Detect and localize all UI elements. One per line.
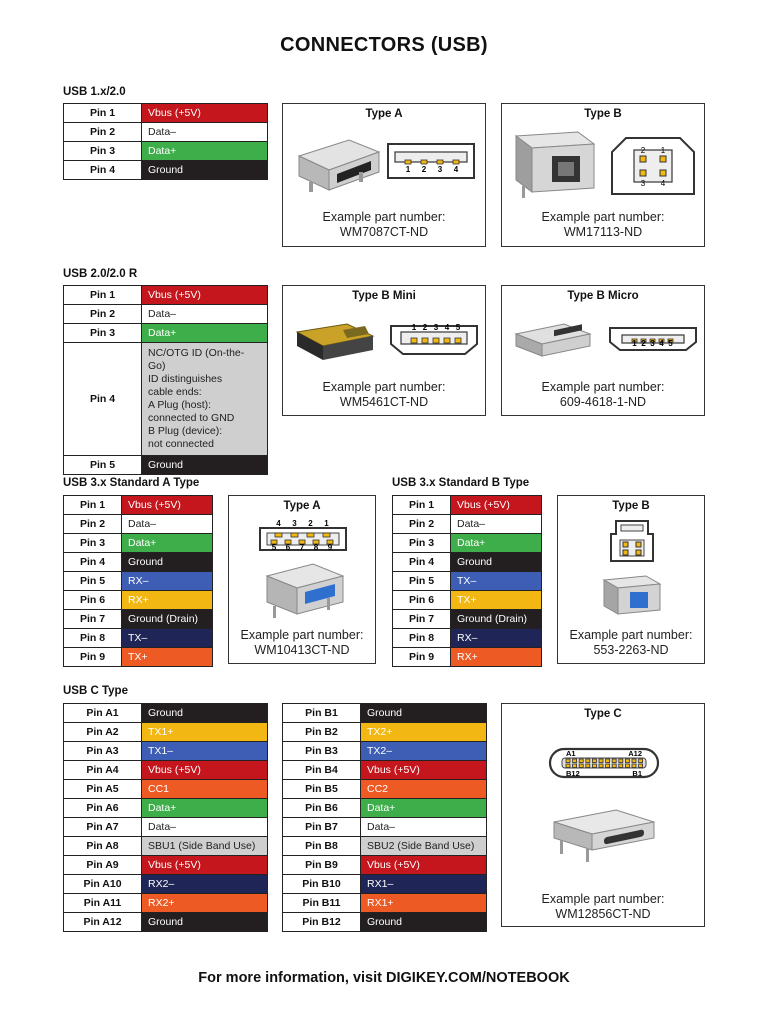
pin-label: 2 xyxy=(641,339,646,348)
pin-label: 1 xyxy=(324,519,329,528)
pin-pad xyxy=(625,764,629,768)
pin-table-usb3b xyxy=(392,495,542,667)
pin-pad xyxy=(632,764,636,768)
pin-number: Pin B3 xyxy=(283,742,361,761)
usb-type-b-pinout-diagram xyxy=(608,134,698,198)
example-label: Example part number: xyxy=(541,210,665,224)
pin-label-a12: A12 xyxy=(628,749,642,758)
pin-signal: Vbus (+5V) xyxy=(122,496,213,515)
pin-pad xyxy=(639,759,643,763)
pin-signal: Ground xyxy=(451,553,542,572)
pin-row xyxy=(64,648,213,667)
pin-signal: Ground xyxy=(142,161,268,180)
card-title: Type C xyxy=(584,708,622,720)
pin-row xyxy=(64,704,268,723)
pin-pad xyxy=(566,764,570,768)
pin-row xyxy=(64,343,268,456)
pin-pad xyxy=(433,338,439,343)
pin-signal: Ground (Drain) xyxy=(451,610,542,629)
pin-row xyxy=(64,723,268,742)
pin-label: 3 xyxy=(437,165,443,174)
pin-number: Pin A10 xyxy=(64,875,142,894)
pin-row xyxy=(283,837,487,856)
pin-label: 3 xyxy=(433,323,439,332)
pin-signal: Data+ xyxy=(142,142,268,161)
pin-number: Pin 8 xyxy=(393,629,451,648)
pin-row xyxy=(64,610,213,629)
pin-pad xyxy=(606,759,610,763)
pin-signal: RX1+ xyxy=(361,894,487,913)
pin-signal: Ground xyxy=(122,553,213,572)
pin-pad xyxy=(455,338,461,343)
pin-number: Pin 2 xyxy=(64,305,142,324)
pin-row xyxy=(64,324,268,343)
pin-number: Pin 9 xyxy=(393,648,451,667)
pin-number: Pin B12 xyxy=(283,913,361,932)
pin-pad xyxy=(323,533,330,537)
pin-signal: TX+ xyxy=(122,648,213,667)
pin-label: 5 xyxy=(455,323,461,332)
pin-signal: TX– xyxy=(122,629,213,648)
pin-label: 2 xyxy=(308,519,313,528)
card-type-b-mini xyxy=(282,285,486,416)
pin-row xyxy=(283,875,487,894)
pin-number: Pin 3 xyxy=(64,142,142,161)
pin-number: Pin B5 xyxy=(283,780,361,799)
card-title: Type A xyxy=(365,108,403,120)
pin-number: Pin 4 xyxy=(64,343,142,456)
usb-type-a-connector-photo xyxy=(289,126,385,202)
pin-pad xyxy=(405,160,411,164)
pin-row xyxy=(393,534,542,553)
pin-row xyxy=(64,496,213,515)
pin-number: Pin 4 xyxy=(393,553,451,572)
pin-number: Pin A5 xyxy=(64,780,142,799)
usb3-type-b-pinout-diagram xyxy=(608,518,656,564)
pin-label: 5 xyxy=(271,543,277,552)
pin-number: Pin 5 xyxy=(64,572,122,591)
pin-number: Pin A7 xyxy=(64,818,142,837)
pin-pad xyxy=(619,759,623,763)
pin-row xyxy=(64,161,268,180)
pin-row xyxy=(64,515,213,534)
part-number: WM7087CT-ND xyxy=(339,225,429,239)
pin-row xyxy=(64,591,213,610)
pin-number: Pin B4 xyxy=(283,761,361,780)
part-number: 609-4618-1-ND xyxy=(559,395,647,409)
example-label: Example part number: xyxy=(322,210,446,224)
pin-number: Pin 2 xyxy=(64,515,122,534)
pin-row xyxy=(64,456,268,475)
pin-signal: CC1 xyxy=(142,780,268,799)
pin-row xyxy=(64,553,213,572)
pin-row xyxy=(283,761,487,780)
pin-label: 4 xyxy=(453,165,459,174)
pin-row xyxy=(64,837,268,856)
pin-pad xyxy=(579,764,583,768)
pin-row xyxy=(64,780,268,799)
pin-number: Pin 7 xyxy=(64,610,122,629)
pin-signal: SBU2 (Side Band Use) xyxy=(361,837,487,856)
pin-pad xyxy=(275,533,282,537)
pin-row xyxy=(283,780,487,799)
pin-label: 3 xyxy=(640,179,646,188)
pin-label: 4 xyxy=(660,179,666,188)
card-usb2-type-a xyxy=(282,103,486,247)
pin-label: 1 xyxy=(660,146,666,155)
pin-signal: Data+ xyxy=(361,799,487,818)
usb3-type-a-pinout-diagram xyxy=(257,518,349,554)
pin-signal: SBU1 (Side Band Use) xyxy=(142,837,268,856)
pin-row xyxy=(64,799,268,818)
pin-pad xyxy=(599,759,603,763)
pin-number: Pin A1 xyxy=(64,704,142,723)
pin-number: Pin A3 xyxy=(64,742,142,761)
pin-signal: Ground xyxy=(361,913,487,932)
usb3-type-b-connector-photo xyxy=(600,570,664,620)
usb-micro-connector-photo xyxy=(508,312,598,368)
pin-number: Pin 7 xyxy=(393,610,451,629)
card-usb3-type-b xyxy=(557,495,705,664)
pin-number: Pin A8 xyxy=(64,837,142,856)
pin-row xyxy=(64,286,268,305)
section-heading-usb3b: USB 3.x Standard B Type xyxy=(392,477,530,489)
pin-label: 2 xyxy=(421,165,427,174)
pin-signal: Ground xyxy=(361,704,487,723)
pin-label: 1 xyxy=(405,165,411,174)
pin-row xyxy=(64,123,268,142)
pin-row xyxy=(283,913,487,932)
section-heading-usbc: USB C Type xyxy=(63,685,128,697)
pin-pad xyxy=(639,764,643,768)
pin-number: Pin B7 xyxy=(283,818,361,837)
pin-row xyxy=(393,591,542,610)
example-label: Example part number: xyxy=(541,892,665,906)
pin-row xyxy=(283,704,487,723)
pin-signal: Ground xyxy=(142,456,268,475)
pin-number: Pin A6 xyxy=(64,799,142,818)
pin-signal: RX2+ xyxy=(142,894,268,913)
pin-number: Pin B8 xyxy=(283,837,361,856)
pin-signal: Data– xyxy=(451,515,542,534)
usb-c-pinout-diagram xyxy=(546,744,662,784)
pin-pad xyxy=(411,338,417,343)
pin-number: Pin B2 xyxy=(283,723,361,742)
pin-row xyxy=(393,515,542,534)
pin-signal: Vbus (+5V) xyxy=(361,761,487,780)
pin-row xyxy=(393,629,542,648)
pin-label-b1: B1 xyxy=(632,769,642,778)
pin-number: Pin 5 xyxy=(64,456,142,475)
pin-number: Pin B1 xyxy=(283,704,361,723)
pin-label: 6 xyxy=(285,543,291,552)
section-heading-usb2: USB 1.x/2.0 xyxy=(63,86,126,98)
part-number: 553-2263-ND xyxy=(593,643,669,657)
pin-label: 7 xyxy=(299,543,305,552)
part-number: WM12856CT-ND xyxy=(555,907,651,921)
pin-signal: Vbus (+5V) xyxy=(142,761,268,780)
pin-signal: RX– xyxy=(451,629,542,648)
pin-signal: TX– xyxy=(451,572,542,591)
pin-number: Pin A9 xyxy=(64,856,142,875)
pin-pad xyxy=(619,764,623,768)
usb-mini-connector-photo xyxy=(289,310,379,370)
pin-number: Pin 4 xyxy=(64,161,142,180)
pin-row xyxy=(393,610,542,629)
pin-number: Pin 5 xyxy=(393,572,451,591)
pin-table-usbc-b xyxy=(282,703,487,932)
pin-pad xyxy=(307,533,314,537)
pin-label: 2 xyxy=(422,323,428,332)
pin-pad xyxy=(586,764,590,768)
pin-label: 1 xyxy=(632,339,637,348)
pin-table-usbc-a xyxy=(63,703,268,932)
usb-c-connector-photo xyxy=(546,800,662,864)
pin-number: Pin 3 xyxy=(64,534,122,553)
pin-label: 3 xyxy=(292,519,297,528)
pin-label-a1: A1 xyxy=(566,749,576,758)
pin-pad xyxy=(592,764,596,768)
pin-row xyxy=(393,648,542,667)
card-title: Type B xyxy=(584,108,622,120)
pin-number: Pin 9 xyxy=(64,648,122,667)
pin-signal: Data+ xyxy=(142,324,268,343)
pin-number: Pin A12 xyxy=(64,913,142,932)
pin-row xyxy=(64,856,268,875)
footer-link[interactable]: For more information, visit DIGIKEY.COM/NOTEBOOK xyxy=(198,970,570,986)
pin-label: 4 xyxy=(659,339,664,348)
pin-signal: RX1– xyxy=(361,875,487,894)
pin-signal: Data– xyxy=(142,818,268,837)
pin-row xyxy=(283,856,487,875)
pin-signal: Data– xyxy=(122,515,213,534)
pin-signal: RX– xyxy=(122,572,213,591)
pin-pad xyxy=(444,338,450,343)
card-type-b-micro xyxy=(501,285,705,416)
pin-signal: RX+ xyxy=(451,648,542,667)
pin-signal: NC/OTG ID (On-the-Go) ID distinguishes cable ends: A Plug (host): connected to GND B Plug (device): not connected xyxy=(142,343,268,456)
pin-signal: Ground xyxy=(142,913,268,932)
pin-pad xyxy=(599,764,603,768)
example-label: Example part number: xyxy=(322,380,446,394)
pin-number: Pin 3 xyxy=(64,324,142,343)
usb-mini-pinout-diagram xyxy=(387,318,481,358)
page-title: CONNECTORS (USB) xyxy=(280,34,488,56)
pin-pad xyxy=(437,160,443,164)
pin-label: 3 xyxy=(650,339,655,348)
pin-number: Pin 6 xyxy=(393,591,451,610)
pin-signal: Ground xyxy=(142,704,268,723)
pin-pad xyxy=(421,160,427,164)
pin-signal: TX1+ xyxy=(142,723,268,742)
example-label: Example part number: xyxy=(240,628,364,642)
example-label: Example part number: xyxy=(569,628,693,642)
pin-pad xyxy=(579,759,583,763)
pin-row xyxy=(64,104,268,123)
pin-number: Pin B10 xyxy=(283,875,361,894)
pin-row xyxy=(393,553,542,572)
pin-signal: TX+ xyxy=(451,591,542,610)
pin-signal: Vbus (+5V) xyxy=(361,856,487,875)
pin-number: Pin B11 xyxy=(283,894,361,913)
section-heading-usb2r: USB 2.0/2.0 R xyxy=(63,268,138,280)
section-heading-usb3a: USB 3.x Standard A Type xyxy=(63,477,200,489)
pin-number: Pin A2 xyxy=(64,723,142,742)
pin-row xyxy=(393,572,542,591)
pin-pad xyxy=(422,338,428,343)
pin-signal: Data– xyxy=(142,123,268,142)
card-usb-type-c xyxy=(501,703,705,927)
pin-number: Pin 8 xyxy=(64,629,122,648)
pin-row xyxy=(64,142,268,161)
pin-label-b12: B12 xyxy=(566,769,580,778)
pin-table-usb2r xyxy=(63,285,268,475)
pin-signal: Vbus (+5V) xyxy=(142,104,268,123)
pin-row xyxy=(283,723,487,742)
card-title: Type B Mini xyxy=(352,290,416,302)
usb-type-b-connector-photo xyxy=(508,124,604,204)
pin-pad xyxy=(573,759,577,763)
pin-row xyxy=(283,894,487,913)
pin-signal: Vbus (+5V) xyxy=(142,856,268,875)
pin-pad xyxy=(606,764,610,768)
pin-number: Pin 4 xyxy=(64,553,122,572)
pin-number: Pin A4 xyxy=(64,761,142,780)
pin-row xyxy=(283,818,487,837)
usb-micro-pinout-diagram xyxy=(606,324,700,354)
pin-number: Pin 6 xyxy=(64,591,122,610)
card-title: Type B xyxy=(612,500,650,512)
pin-signal: TX1– xyxy=(142,742,268,761)
pin-label: 4 xyxy=(276,519,281,528)
pin-row xyxy=(283,799,487,818)
pin-table-usb2 xyxy=(63,103,268,180)
pin-row xyxy=(64,534,213,553)
part-number: WM5461CT-ND xyxy=(339,395,429,409)
card-title: Type A xyxy=(283,500,321,512)
pin-signal: Data– xyxy=(142,305,268,324)
pin-label: 8 xyxy=(313,543,319,552)
pin-row xyxy=(64,894,268,913)
pin-row xyxy=(64,818,268,837)
pin-signal: Data+ xyxy=(142,799,268,818)
pin-row xyxy=(64,875,268,894)
pin-signal: Vbus (+5V) xyxy=(451,496,542,515)
pin-row xyxy=(64,761,268,780)
pin-signal: TX2+ xyxy=(361,723,487,742)
pin-table-usb3a xyxy=(63,495,213,667)
pin-number: Pin 2 xyxy=(393,515,451,534)
pin-pad xyxy=(566,759,570,763)
card-title: Type B Micro xyxy=(567,290,639,302)
pin-row xyxy=(64,742,268,761)
usb3-type-a-connector-photo xyxy=(257,558,349,624)
pin-pad xyxy=(612,764,616,768)
usb-type-a-pinout-diagram xyxy=(385,140,477,182)
pin-row xyxy=(393,496,542,515)
pin-row xyxy=(283,742,487,761)
pin-row xyxy=(64,913,268,932)
pin-label: 4 xyxy=(444,323,450,332)
pin-signal: Ground (Drain) xyxy=(122,610,213,629)
pin-number: Pin 1 xyxy=(64,286,142,305)
pin-number: Pin B6 xyxy=(283,799,361,818)
pin-pad xyxy=(291,533,298,537)
pin-pad xyxy=(625,759,629,763)
pin-pad xyxy=(573,764,577,768)
part-number: WM17113-ND xyxy=(563,225,643,239)
pin-row xyxy=(64,305,268,324)
pin-number: Pin 1 xyxy=(64,496,122,515)
pin-number: Pin 1 xyxy=(64,104,142,123)
pin-signal: Data– xyxy=(361,818,487,837)
pin-label: 1 xyxy=(411,323,417,332)
pin-signal: Data+ xyxy=(451,534,542,553)
part-number: WM10413CT-ND xyxy=(254,643,350,657)
pin-pad xyxy=(592,759,596,763)
pin-number: Pin 1 xyxy=(393,496,451,515)
pin-number: Pin 2 xyxy=(64,123,142,142)
pin-signal: CC2 xyxy=(361,780,487,799)
pin-signal: Vbus (+5V) xyxy=(142,286,268,305)
pin-number: Pin B9 xyxy=(283,856,361,875)
pin-signal: RX+ xyxy=(122,591,213,610)
pin-pad xyxy=(612,759,616,763)
pin-signal: RX2– xyxy=(142,875,268,894)
pin-row xyxy=(64,629,213,648)
card-usb2-type-b xyxy=(501,103,705,247)
pin-signal: Data+ xyxy=(122,534,213,553)
pin-number: Pin A11 xyxy=(64,894,142,913)
pin-pad xyxy=(632,759,636,763)
pin-row xyxy=(64,572,213,591)
pin-number: Pin 3 xyxy=(393,534,451,553)
example-label: Example part number: xyxy=(541,380,665,394)
pin-pad xyxy=(453,160,459,164)
pin-pad xyxy=(586,759,590,763)
pin-label: 2 xyxy=(640,146,646,155)
pin-label: 5 xyxy=(668,339,673,348)
pin-label: 9 xyxy=(327,543,333,552)
pin-signal: TX2– xyxy=(361,742,487,761)
card-usb3-type-a xyxy=(228,495,376,664)
